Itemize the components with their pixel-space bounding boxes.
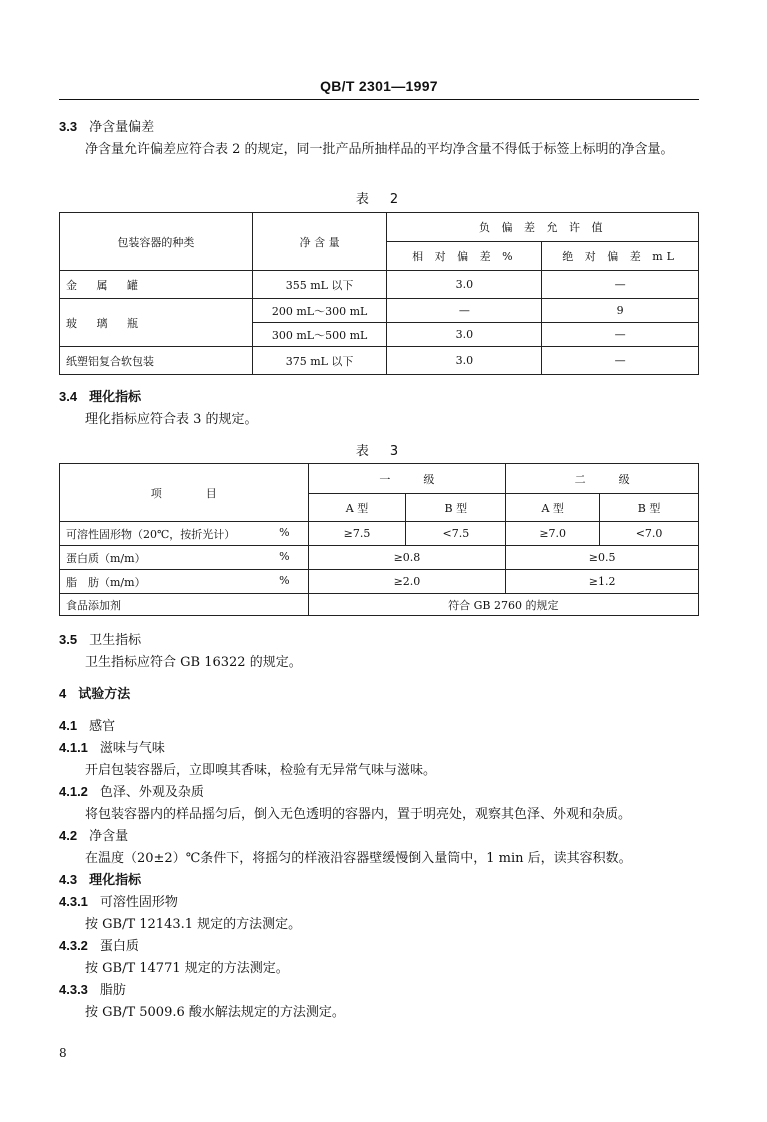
t2-kind: 纸塑铝复合软包装 [60,347,253,375]
table-2 [59,212,699,375]
section-body: 按 GB/T 12143.1 规定的方法测定。 [85,917,302,932]
table-row [60,594,699,616]
t3-value: ≥1.2 [506,570,699,594]
section-title: 脂肪 [99,983,126,998]
section-body: 净含量允许偏差应符合表 2 的规定，同一批产品所抽样品的平均净含量不得低于标签上标明的净含量。 [85,142,674,157]
t3-item: 蛋白质（m/m） [66,551,146,565]
t2-abs: — [542,323,699,347]
section-number: 3.5 [59,632,78,647]
section-title: 可溶性固形物 [99,895,178,910]
table-row [60,570,699,594]
t2-abs: — [542,271,699,299]
t3-unit: % [279,525,290,539]
section-number: 4.3.2 [59,938,88,953]
section-number: 4.1.1 [59,740,88,755]
section-title: 感官 [89,719,116,734]
section-4-3-2 [59,935,704,980]
section-title: 理化指标 [89,873,142,888]
t3-head-b: B 型 [600,494,699,522]
section-3-5 [59,629,704,674]
t2-rel: 3.0 [387,271,542,299]
t3-value: 符合 GB 2760 的规定 [308,594,698,616]
t2-rel: 3.0 [387,347,542,375]
t3-head-a: A 型 [308,494,406,522]
t2-volume: 375 mL 以下 [252,347,387,375]
t3-value: <7.0 [600,522,699,546]
section-title: 试验方法 [78,687,131,702]
t2-head-volume: 净 含 量 [252,213,387,271]
t3-value: ≥2.0 [308,570,506,594]
page-number: 8 [59,1046,67,1060]
t3-value: ≥0.8 [308,546,506,570]
section-title: 理化指标 [89,390,142,405]
section-body: 按 GB/T 14771 规定的方法测定。 [85,961,289,976]
t2-abs: — [542,347,699,375]
t3-item: 食品添加剂 [60,594,309,616]
t3-value: ≥7.0 [506,522,600,546]
page-header-title: QB/T 2301—1997 [320,78,438,94]
table-row [60,271,699,299]
section-number: 3.3 [59,119,78,134]
section-number: 4.2 [59,828,78,843]
t2-head-kind: 包装容器的种类 [60,213,253,271]
t3-head-grade1: 一 级 [308,464,506,494]
section-title: 蛋白质 [99,939,139,954]
table-row [60,522,699,546]
t3-head-a: A 型 [506,494,600,522]
t3-unit: % [279,573,290,587]
t3-head-item: 项 目 [60,464,309,522]
table-row [60,299,699,323]
section-4-3-1 [59,891,704,936]
t3-value: <7.5 [406,522,506,546]
t2-head-abs: 绝 对 偏 差 mL [542,242,699,271]
section-body: 开启包装容器后，立即嗅其香味，检验有无异常气味与滋味。 [85,763,437,778]
t3-head-grade2: 二 级 [506,464,699,494]
table-row [60,546,699,570]
t2-abs: 9 [542,299,699,323]
section-title: 色泽、外观及杂质 [99,785,204,800]
section-title: 净含量偏差 [89,120,155,135]
t2-kind: 金 属 罐 [60,271,253,299]
section-4-3-3 [59,979,704,1024]
t2-rel: 3.0 [387,323,542,347]
t3-unit: % [279,549,290,563]
section-number: 4 [59,686,67,701]
section-body: 在温度（20±2）℃条件下，将摇匀的样液沿容器壁缓慢倒入量筒中，1 min 后，读其容积数。 [85,851,632,866]
table-3 [59,463,699,616]
section-title: 卫生指标 [89,633,142,648]
t2-volume: 200 mL～300 mL [252,299,387,323]
t2-head-rel: 相 对 偏 差 % [387,242,542,271]
t2-volume: 300 mL～500 mL [252,323,387,347]
header-rule [59,99,699,100]
section-4-1-2 [59,781,704,826]
table3-caption: 表 3 [355,444,403,459]
section-body: 按 GB/T 5009.6 酸水解法规定的方法测定。 [85,1005,345,1020]
section-number: 4.3.1 [59,894,88,909]
section-number: 4.1 [59,718,78,733]
section-4 [59,683,704,706]
section-body: 将包装容器内的样品摇匀后，倒入无色透明的容器内，置于明亮处，观察其色泽、外观和杂质。 [85,807,632,822]
section-number: 4.3 [59,872,78,887]
section-4-1 [59,715,704,738]
t3-item: 可溶性固形物（20℃，按折光计） [66,527,236,541]
section-number: 3.4 [59,389,78,404]
t2-head-group: 负 偏 差 允 许 值 [387,213,699,242]
section-3-4 [59,386,704,431]
section-4-2 [59,825,704,870]
section-number: 4.3.3 [59,982,88,997]
t3-value: ≥7.5 [308,522,406,546]
section-4-1-1 [59,737,704,782]
section-title: 滋味与气味 [99,741,165,756]
section-3-3 [59,116,704,161]
section-title: 净含量 [89,829,129,844]
t3-head-b: B 型 [406,494,506,522]
section-body: 卫生指标应符合 GB 16322 的规定。 [85,655,302,670]
section-number: 4.1.2 [59,784,88,799]
table2-caption: 表 2 [355,192,403,207]
section-4-3 [59,869,704,892]
t3-item: 脂 肪（m/m） [66,575,146,589]
table-row [60,347,699,375]
t3-value: ≥0.5 [506,546,699,570]
t2-kind: 玻 璃 瓶 [60,299,253,347]
section-body: 理化指标应符合表 3 的规定。 [85,412,258,427]
t2-rel: — [387,299,542,323]
t2-volume: 355 mL 以下 [252,271,387,299]
